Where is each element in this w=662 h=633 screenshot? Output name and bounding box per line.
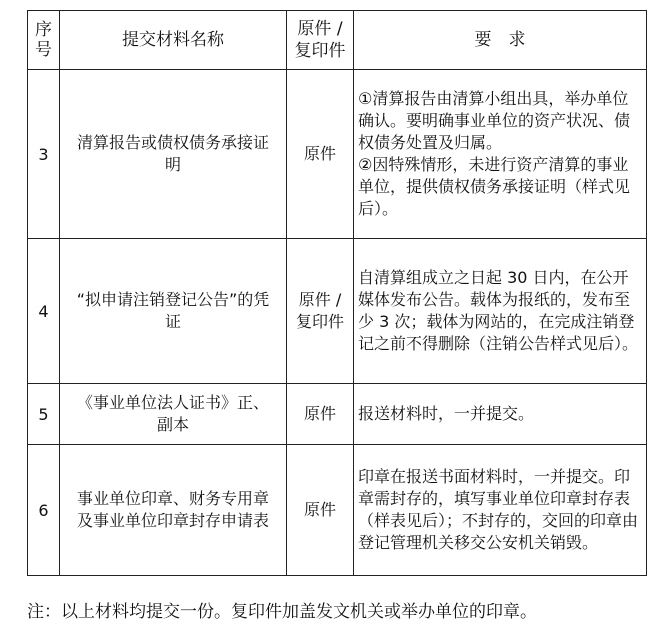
table-row [28, 70, 647, 239]
table-row [28, 384, 647, 445]
row-requirement: 报送材料时，一并提交。 [354, 384, 647, 445]
header-form: 原件 / 复印件 [287, 11, 354, 70]
header-name: 提交材料名称 [60, 11, 287, 70]
row-name-text: 《事业单位法人证书》正、副本 [76, 393, 269, 434]
row-name [60, 239, 287, 384]
row-requirement: ①清算报告由清算小组出具，举办单位确认。要明确事业单位的资产状况、债权债务处置及归属。 ②因特殊情形，未进行资产清算的事业单位，提供债权债务承接证明（样式见后）。 [354, 70, 647, 239]
row-no: 3 [28, 70, 60, 239]
header-no: 序 号 [28, 11, 60, 70]
row-no: 4 [28, 239, 60, 384]
row-requirement: 印章在报送书面材料时，一并提交。印章需封存的，填写事业单位印章封存表（样表见后）；不封存的，交回的印章由登记管理机关移交公安机关销毁。 [354, 445, 647, 576]
row-form: 原件 / 复印件 [287, 239, 354, 384]
row-name [60, 70, 287, 239]
row-form: 原件 [287, 445, 354, 576]
row-form: 原件 [287, 70, 354, 239]
materials-table [27, 10, 647, 576]
table-row [28, 239, 647, 384]
table-header-row [28, 11, 647, 70]
table-row [28, 445, 647, 576]
row-name-text: 事业单位印章、财务专用章及事业单位印章封存申请表 [76, 489, 269, 530]
row-name-text: “拟申请注销登记公告”的凭证 [76, 290, 270, 331]
row-form: 原件 [287, 384, 354, 445]
row-name-text: 清算报告或债权债务承接证明 [76, 133, 269, 174]
footnote: 注：以上材料均提交一份。复印件加盖发文机关或举办单位的印章。 [27, 602, 537, 622]
header-requirement: 要 求 [354, 11, 647, 70]
row-name [60, 445, 287, 576]
row-name [60, 384, 287, 445]
row-no: 5 [28, 384, 60, 445]
row-no: 6 [28, 445, 60, 576]
row-requirement: 自清算组成立之日起 30 日内，在公开媒体发布公告。载体为报纸的，发布至少 3 次；载体为网站的，在完成注销登记之前不得删除（注销公告样式见后）。 [354, 239, 647, 384]
